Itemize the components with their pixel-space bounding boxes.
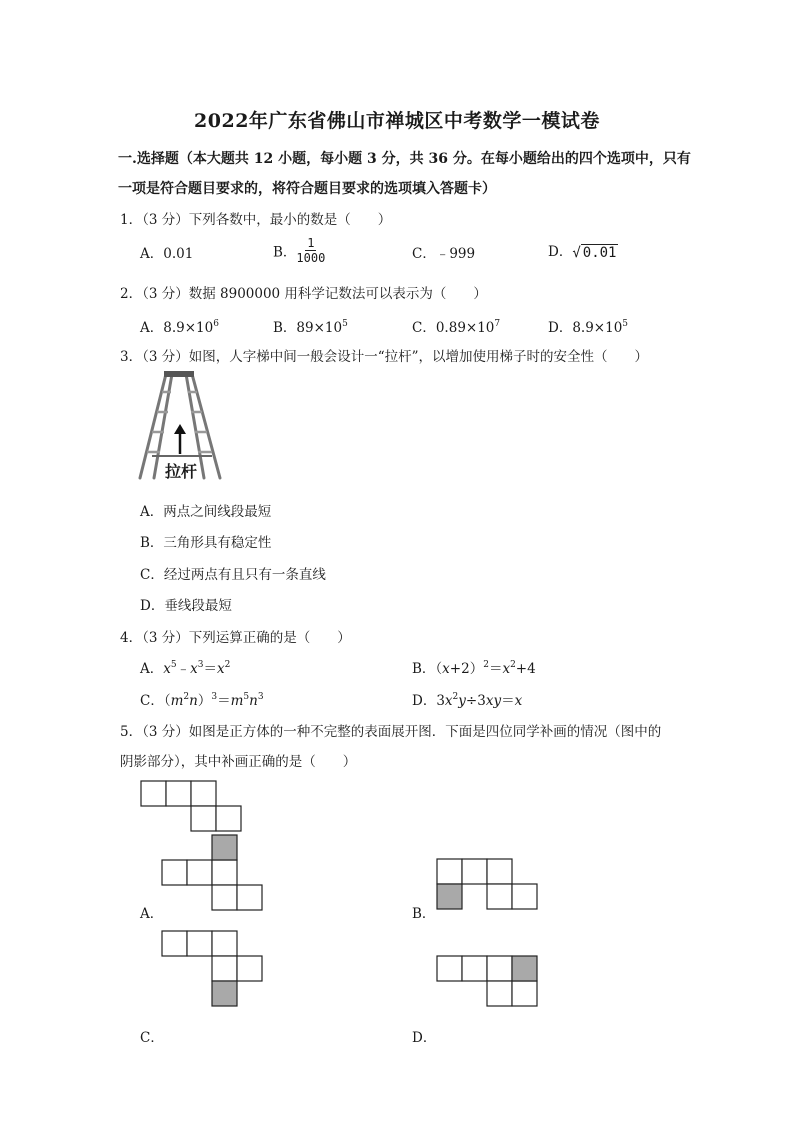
q4-d-eq: ＝ [501,693,515,709]
q1-b-numerator: 1 [307,236,315,250]
q4-a-exp: 3 [197,660,204,670]
net-square [191,781,216,806]
net-square [487,859,512,884]
net-figure-option-c [161,930,267,1010]
q2-option-c [412,316,500,336]
q4-a-var: x [163,661,171,677]
net-figure-option-d [436,955,542,1011]
q4-b-paren: （ [435,661,443,677]
net-square [187,931,212,956]
q4-b-prefix: B． [412,661,436,677]
q4-c-exp: 5 [243,692,250,702]
q4-c-prefix: C． [140,693,164,709]
q3-option-d: D．垂线段最短 [140,598,232,614]
q2-b-base: 89×10 [296,320,343,336]
q4-d-var: x [444,693,453,709]
question-5-stem-line2: 阴影部分），其中补画正确的是（ ） [120,754,357,770]
q1-b-prefix: B． [273,244,297,261]
q4-option-a [140,657,230,677]
ladder-top-cap [164,371,194,377]
q4-b-term: +2） [449,661,484,677]
q4-b-var: x [502,661,511,677]
q4-a-exp: 2 [224,660,231,670]
net-square [462,956,487,981]
q4-c-paren: （ [163,693,171,709]
q4-c-var: n [249,693,258,709]
net-square [162,931,187,956]
q2-a-exponent: 6 [213,319,219,329]
q5-option-d-label: D． [412,1030,437,1046]
q4-b-term: +4 [515,661,536,677]
q4-option-b [412,657,536,677]
q1-option-b [273,236,325,265]
q4-d-op: ÷3 [465,693,486,709]
q3-option-c: C．经过两点有且只有一条直线 [140,567,326,583]
q4-a-var: x [216,661,225,677]
q1-b-fraction [296,236,325,265]
q4-b-exp: 2 [510,660,516,670]
q4-c-exp: 2 [183,692,190,702]
q1-c-value: ﹣999 [435,246,476,262]
net-square [166,781,191,806]
q3-option-a: A．两点之间线段最短 [140,504,272,520]
q1-d-prefix: D． [548,244,573,260]
q4-c-exp: 3 [257,692,264,702]
q1-b-denominator: 1000 [296,251,326,265]
net-square [141,781,166,806]
q3-option-b: B．三角形具有稳定性 [140,535,272,551]
section-header-line1: 一.选择题（本大题共 12 小题，每小题 3 分，共 36 分。在每小题给出的四个选项中，只有 [118,151,691,167]
q4-a-var: x [190,661,198,677]
q2-a-prefix: A． [140,320,164,336]
q4-option-d [412,689,522,709]
q4-d-var: y [458,693,466,709]
q5-option-a-label: A． [140,906,164,922]
net-square [487,884,512,909]
q2-option-b [273,316,348,336]
q2-c-prefix: C． [412,320,436,336]
q1-d-sqrt [572,244,618,261]
q4-d-coef: 3 [436,693,445,709]
q4-d-var: xy [485,693,502,709]
net-square [237,956,262,981]
net-square [487,981,512,1006]
net-square [512,981,537,1006]
net-figure-original [140,780,244,834]
q1-a-prefix: A． [140,246,164,262]
q2-d-base: 8.9×10 [572,320,623,336]
net-square [187,860,212,885]
arrow-up-icon [174,424,186,454]
section-header-line2: 一项是符合题目要求的，将符合题目要求的选项填入答题卡） [118,181,496,197]
q1-option-d [548,240,618,261]
q2-d-prefix: D． [548,320,573,336]
q4-c-var: n [189,693,198,709]
q2-option-a [140,316,219,336]
q4-c-var: m [230,693,244,709]
q4-a-op: ﹣ [176,661,191,677]
net-square [191,806,216,831]
q1-option-a [140,242,193,262]
net-square-shaded [212,981,237,1006]
q5-option-b-label: B． [412,906,436,922]
q1-a-value: 0.01 [163,246,194,262]
q4-d-exp: 2 [452,692,459,702]
net-square [216,806,241,831]
q1-option-c [412,242,475,262]
net-square [512,884,537,909]
q4-b-var: x [442,661,450,677]
q4-c-exp: 3 [211,692,218,702]
net-square [162,860,187,885]
q4-c-paren: ） [197,693,212,709]
question-2-stem: 2．（3 分）数据 8900000 用科学记数法可以表示为（ ） [120,286,487,302]
net-square [462,859,487,884]
q4-d-prefix: D． [412,693,437,709]
question-1-stem: 1．（3 分）下列各数中，最小的数是（ ） [120,212,392,228]
q2-option-d [548,316,628,336]
net-square [212,860,237,885]
q1-c-prefix: C． [412,246,436,262]
q4-c-eq: ＝ [217,693,231,709]
q4-d-var: x [514,693,523,709]
question-3-stem: 3．（3 分）如图，人字梯中间一般会设计一“拉杆”，以增加使用梯子时的安全性（ ） [120,349,649,365]
q4-b-eq: ＝ [488,661,503,677]
question-4-stem: 4．（3 分）下列运算正确的是（ ） [120,630,351,646]
net-figure-option-b [436,858,542,914]
ladder-label: 拉杆 [165,462,198,481]
net-square [212,931,237,956]
net-square-shaded [512,956,537,981]
net-square-shaded [437,884,462,909]
q2-d-exponent: 5 [622,319,629,329]
q4-a-prefix: A． [140,661,164,677]
q2-b-prefix: B． [273,320,297,336]
q2-c-exponent: 7 [494,319,501,329]
question-5-stem-line1: 5．（3 分）如图是正方体的一种不完整的表面展开图．下面是四位同学补画的情况（图中的 [120,724,662,740]
q4-a-eq: ＝ [203,661,217,677]
q1-d-radicand: 0.01 [582,245,617,261]
q4-a-exp: 5 [170,660,177,670]
net-square [237,885,262,910]
net-square [437,859,462,884]
sqrt-icon: √ [572,245,581,261]
q2-c-base: 0.89×10 [435,320,495,336]
q4-option-c [140,689,264,709]
net-square [437,956,462,981]
net-figure-option-a [161,834,267,914]
q4-c-var: m [170,693,184,709]
q2-b-exponent: 5 [342,319,348,329]
page-title: 2022年广东省佛山市禅城区中考数学一模试卷 [194,110,600,132]
net-square [212,885,237,910]
q5-option-c-label: C． [140,1030,164,1046]
net-square-shaded [212,835,237,860]
net-square [212,956,237,981]
q2-a-base: 8.9×10 [163,320,214,336]
net-square [487,956,512,981]
q4-b-exp: 2 [483,660,489,670]
